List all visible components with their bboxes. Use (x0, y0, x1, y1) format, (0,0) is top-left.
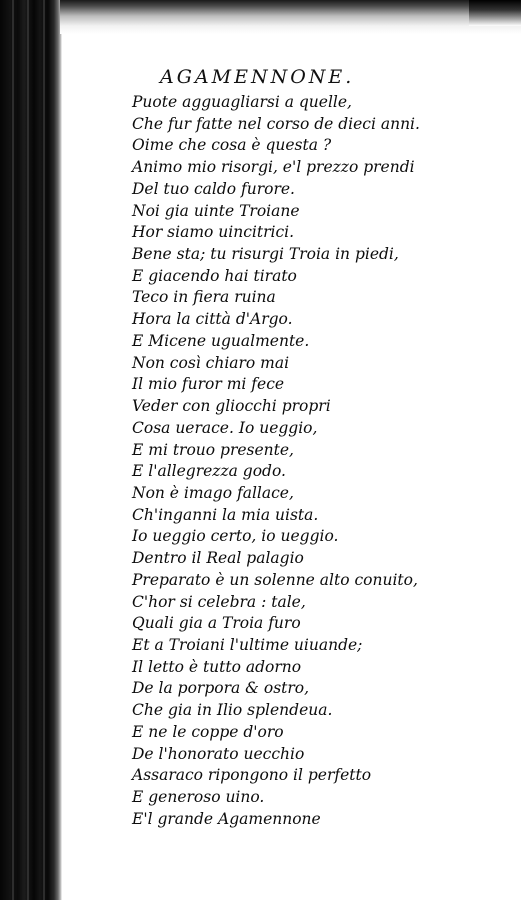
verse-line: Veder con gliocchi propri (132, 397, 331, 416)
verse-line: E mi trouo presente, (132, 440, 294, 459)
verse-line: Che gia in Ilio splendeua. (132, 701, 333, 720)
verse-line: Oime che cosa è questa ? (132, 136, 332, 155)
verse-line: Hora la città d'Argo. (132, 310, 293, 329)
printed-page (132, 62, 512, 830)
verse-line: C'hor si celebra : tale, (132, 592, 306, 611)
verse-line: E l'allegrezza godo. (132, 462, 286, 481)
verse-line: Che fur fatte nel corso de dieci anni. (132, 114, 420, 133)
binding-fold-line (12, 0, 14, 900)
verse-line: E Micene ugualmente. (132, 331, 310, 350)
verse-lines (132, 92, 512, 830)
verse-line: Io ueggio certo, io ueggio. (132, 527, 339, 546)
binding-fold-line (43, 0, 45, 900)
running-head: AGAMENNONE. (160, 66, 355, 88)
verse-line: Non così chiaro mai (132, 353, 290, 372)
verse-line: De l'honorato uecchio (132, 744, 305, 763)
verse-line: Ch'inganni la mia uista. (132, 505, 319, 524)
verse-line: E ne le coppe d'oro (132, 722, 284, 741)
verse-line: Animo mio risorgi, e'l prezzo prendi (132, 158, 415, 177)
book-binding-gutter (0, 0, 62, 900)
verse-line: Il letto è tutto adorno (132, 657, 302, 676)
verse-line: E'l grande Agamennone (132, 809, 321, 828)
binding-fold-line (27, 0, 29, 900)
verse-line: Assaraco ripongono il perfetto (132, 766, 372, 785)
verse-line: Teco in fiera ruina (132, 288, 276, 307)
verse-line: E generoso uino. (132, 788, 265, 806)
page-top-edge-shadow (60, 0, 521, 34)
verse-line: Bene sta; tu risurgi Troia in piedi, (132, 245, 399, 264)
verse-line: Del tuo caldo furore. (132, 179, 295, 198)
verse-line: Hor siamo uincitrici. (132, 223, 295, 242)
verse-line: E giacendo hai tirato (132, 266, 297, 285)
verse-line: Il mio furor mi fece (132, 375, 285, 394)
verse-line: Puote agguagliarsi a quelle, (132, 93, 352, 111)
page-corner-shadow (469, 0, 521, 26)
verse-line: Et a Troiani l'ultime uiuande; (132, 635, 363, 654)
verse-line: Preparato è un solenne alto conuito, (132, 570, 418, 589)
verse-line: Non è imago fallace, (132, 483, 294, 502)
verse-line: Quali gia a Troia furo (132, 614, 301, 633)
verse-line: Cosa uerace. Io ueggio, (132, 418, 318, 437)
verse-line: Dentro il Real palagio (132, 549, 304, 568)
verse-line: Noi gia uinte Troiane (132, 201, 300, 220)
verse-line: De la porpora & ostro, (132, 679, 310, 698)
